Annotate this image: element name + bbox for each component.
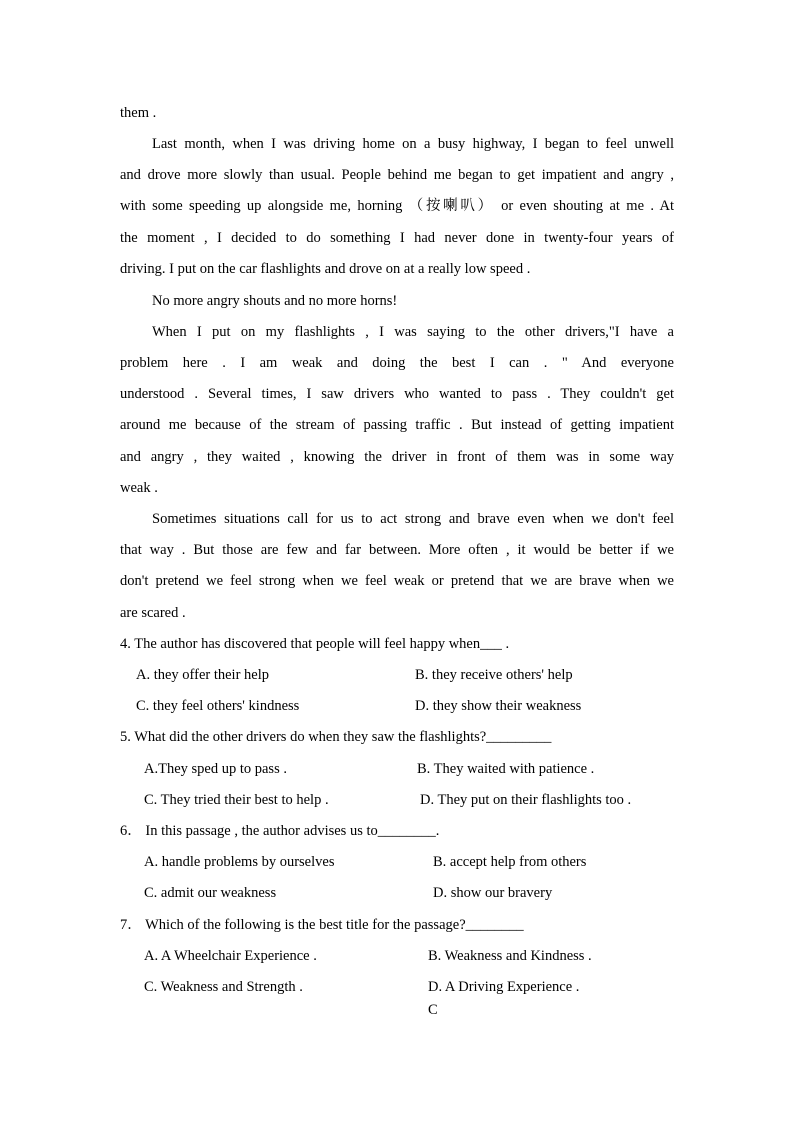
passage-line: are scared . bbox=[120, 605, 186, 621]
question-7-option-d: D. A Driving Experience . bbox=[428, 979, 580, 995]
question-4-stem: 4. The author has discovered that people will feel happy when___ . bbox=[120, 636, 510, 652]
passage-line: weak . bbox=[120, 480, 158, 496]
passage-line: Sometimes situations call for us to act strong and brave even when we don't feel bbox=[152, 511, 674, 527]
passage-line: and drove more slowly than usual. People behind me began to get impatient and angry , bbox=[120, 167, 674, 183]
question-7-option-b: B. Weakness and Kindness . bbox=[428, 948, 592, 964]
question-4-option-a: A. they offer their help bbox=[136, 667, 270, 683]
question-5-option-d: D. They put on their flashlights too . bbox=[420, 792, 632, 808]
passage-line: Last month, when I was driving home on a busy highway, I began to feel unwell bbox=[152, 136, 674, 152]
passage-line: don't pretend we feel strong when we feel weak or pretend that we are brave when we bbox=[120, 573, 674, 589]
passage-line: understood . Several times, I saw drivers who wanted to pass . They couldn't get bbox=[120, 386, 674, 402]
question-7-option-c: C. Weakness and Strength . bbox=[144, 979, 303, 995]
answer-key: C bbox=[428, 1002, 438, 1018]
question-5-option-c: C. They tried their best to help . bbox=[144, 792, 329, 808]
passage-line: problem here . I am weak and doing the best I can . " And everyone bbox=[120, 355, 674, 371]
question-6-option-d: D. show our bravery bbox=[433, 885, 553, 901]
question-5-option-b: B. They waited with patience . bbox=[417, 761, 595, 777]
passage-line: with some speeding up alongside me, horning （按喇叭） or even shouting at me . At bbox=[120, 198, 674, 214]
question-6-option-b: B. accept help from others bbox=[433, 854, 587, 870]
question-4-option-b: B. they receive others' help bbox=[415, 667, 573, 683]
question-7-option-a: A. A Wheelchair Experience . bbox=[144, 948, 317, 964]
question-5-option-a: A.They sped up to pass . bbox=[144, 761, 287, 777]
passage-line: driving. I put on the car flashlights and drove on at a really low speed . bbox=[120, 261, 531, 277]
question-6-option-c: C. admit our weakness bbox=[144, 885, 277, 901]
question-6-stem: 6． In this passage , the author advises us to________. bbox=[120, 823, 440, 839]
passage-line: When I put on my flashlights , I was saying to the other drivers,"I have a bbox=[152, 324, 674, 340]
question-5-stem: 5. What did the other drivers do when they saw the flashlights?_________ bbox=[120, 729, 552, 745]
passage-line: the moment , I decided to do something I had never done in twenty-four years of bbox=[120, 230, 674, 246]
question-4-option-c: C. they feel others' kindness bbox=[136, 698, 300, 714]
passage-line: No more angry shouts and no more horns! bbox=[152, 293, 398, 309]
passage-line: and angry , they waited , knowing the driver in front of them was in some way bbox=[120, 449, 674, 465]
question-4-option-d: D. they show their weakness bbox=[415, 698, 582, 714]
passage-line: them . bbox=[120, 105, 157, 121]
question-6-option-a: A. handle problems by ourselves bbox=[144, 854, 335, 870]
passage-line: around me because of the stream of passing traffic . But instead of getting impatient bbox=[120, 417, 674, 433]
passage-line: that way . But those are few and far between. More often , it would be better if we bbox=[120, 542, 674, 558]
question-7-stem: 7． Which of the following is the best title for the passage?________ bbox=[120, 917, 524, 933]
